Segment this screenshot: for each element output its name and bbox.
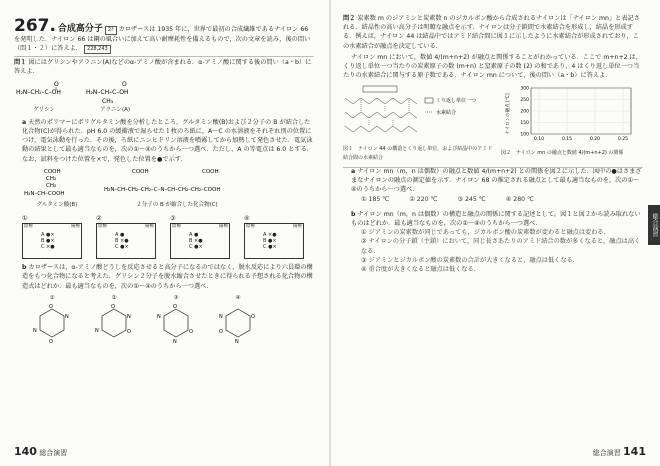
section-side-tab: 総合演習 bbox=[648, 205, 660, 245]
svg-text:O: O bbox=[219, 329, 223, 336]
nylon-structure-diagram bbox=[343, 84, 493, 140]
question-2b bbox=[343, 210, 643, 228]
question-1a bbox=[14, 118, 314, 164]
gel-spots: A ● B ×● C ●× bbox=[115, 232, 129, 251]
question-2a bbox=[343, 167, 643, 195]
q1-label: 問１ bbox=[14, 59, 27, 67]
svg-text:H₂N–CH–CH₂–CH₂–C–N–CH–CH₂–CH₂–: H₂N–CH–CH₂–CH₂–C–N–CH–CH₂–CH₂–COOH bbox=[104, 186, 221, 193]
svg-text:COOH: COOH bbox=[202, 168, 219, 175]
figures bbox=[343, 84, 643, 163]
svg-text:O: O bbox=[251, 314, 255, 321]
page-number-right: 141 bbox=[623, 445, 646, 458]
gel-spots: A ●× B ●× C ×● bbox=[41, 232, 55, 251]
left-footer bbox=[14, 445, 67, 458]
ring-structure-options bbox=[14, 294, 314, 343]
glutamic-formula-icon bbox=[22, 167, 92, 201]
gel-strip bbox=[96, 223, 156, 259]
svg-text:H₂N–CH₂–C–OH: H₂N–CH₂–C–OH bbox=[16, 88, 61, 96]
svg-text:O: O bbox=[49, 304, 53, 311]
svg-text:N: N bbox=[157, 314, 161, 321]
svg-text:N: N bbox=[219, 314, 223, 321]
alanine-formula-icon bbox=[84, 80, 146, 106]
problem-intro: カロザースは 1935 年に，世界で最初の合成繊維であるナイロン 66 を発明した．ナイロン 66 は鋼の風合いに加えて高い耐摩耗性を備えるもので，次の文章を読み，後の問い（問１・２）に答えよ． bbox=[14, 26, 311, 53]
q2a-choice-2: ② 220 ℃ bbox=[409, 195, 438, 203]
svg-text:CH₂: CH₂ bbox=[46, 182, 57, 189]
fig2-caption: 図２ ナイロン mn の融点と数値 4/(m+n+2) の関係 bbox=[501, 149, 624, 156]
q2b-choice-4: ④ 重合度が大きくなると融点は低くなる． bbox=[361, 266, 480, 274]
svg-text:O: O bbox=[189, 329, 193, 336]
question-1 bbox=[14, 58, 314, 76]
cathode-label: 陰極 bbox=[24, 224, 33, 230]
y-tick-label: 250 bbox=[520, 98, 529, 104]
ring-structure-icon bbox=[94, 303, 134, 343]
ring-structure-icon bbox=[218, 303, 258, 343]
amino-acid-structures bbox=[14, 80, 314, 115]
q2b-choice-1: ① ジアミンの炭素数が同じであっても，ジカルボン酸の炭素数が変わると融点は変わる． bbox=[361, 229, 610, 237]
gel-option-3 bbox=[170, 214, 230, 259]
left-page bbox=[0, 0, 329, 466]
gel-option-3-label: ③ bbox=[170, 215, 176, 223]
right-column bbox=[343, 14, 643, 274]
svg-text:N: N bbox=[127, 314, 131, 321]
x-tick-label: 0.20 bbox=[589, 137, 601, 143]
svg-text:COOH: COOH bbox=[132, 168, 149, 175]
problem-number: 267. bbox=[14, 16, 56, 36]
divider bbox=[14, 56, 314, 57]
gel-spots: A ● B ×● C ●× bbox=[189, 232, 203, 251]
gel-strip bbox=[170, 223, 230, 259]
gel-option-2 bbox=[96, 214, 156, 259]
x-tick-label: 0.25 bbox=[617, 137, 629, 143]
y-tick-label: 150 bbox=[520, 121, 529, 127]
svg-text:N: N bbox=[33, 328, 37, 335]
svg-text:H₂N–CH–C–OH: H₂N–CH–C–OH bbox=[86, 88, 129, 96]
ring-option-4 bbox=[218, 294, 258, 343]
ring-option-4-label: ④ bbox=[235, 294, 241, 301]
svg-text:O: O bbox=[111, 304, 115, 311]
right-page bbox=[331, 0, 660, 466]
divider bbox=[343, 167, 643, 168]
svg-text:N: N bbox=[95, 328, 99, 335]
ring-structure-icon bbox=[32, 303, 72, 343]
svg-text:O: O bbox=[122, 80, 127, 88]
svg-text:CH₂: CH₂ bbox=[46, 175, 57, 182]
y-axis-label: ナイロンの融点 [℃] bbox=[506, 93, 511, 136]
q2a-text: ナイロン mn（m，n は偶数）の融点と数値 4/(m+n+2) との関係を図２に示した．図中の●はさまざまなナイロンの融点の測定値を示す．ナイロン 68 の推定される融点として最も適当なものを，次の①〜④のうちから一つ選べ． bbox=[351, 168, 642, 194]
gel-option-1 bbox=[22, 214, 82, 259]
glycine-structure bbox=[14, 80, 74, 115]
footer-section-right: 総合演習 bbox=[592, 449, 621, 457]
anode-label: 陽極 bbox=[219, 224, 228, 230]
svg-text:N: N bbox=[173, 339, 177, 344]
q2b-choice-3: ③ ジアミンとジカルボン酸の炭素数の合計が大きくなると，融点は低くなる． bbox=[361, 256, 579, 264]
anode-label: 陽極 bbox=[293, 224, 302, 230]
ring-option-3-label: ③ bbox=[173, 294, 179, 301]
svg-text:N: N bbox=[235, 339, 239, 344]
svg-text:H₂N–CH–COOH: H₂N–CH–COOH bbox=[24, 190, 65, 197]
ring-option-2 bbox=[94, 294, 134, 343]
gel-strip bbox=[244, 223, 304, 259]
q2a-choice-4: ④ 280 ℃ bbox=[505, 195, 534, 203]
melting-point-chart bbox=[501, 84, 641, 144]
glutamic-structure bbox=[22, 167, 92, 210]
ring-option-2-label: ② bbox=[111, 294, 117, 301]
svg-text:O: O bbox=[49, 339, 53, 344]
glycine-name: グリシン bbox=[33, 106, 55, 113]
fig1-legend-hbond: 水素結合 bbox=[436, 110, 457, 117]
q1-text: 図にはグリシンやアラニン(A)などのα-アミノ酸が含まれる．α-アミノ酸に関する後の問い（a・b）に答えよ． bbox=[14, 59, 312, 76]
svg-text:O: O bbox=[54, 80, 59, 88]
y-tick-label: 200 bbox=[520, 109, 529, 115]
ring-structure-icon bbox=[156, 303, 196, 343]
svg-text:O: O bbox=[173, 304, 177, 311]
q2b-choices bbox=[343, 228, 643, 274]
glutamic-structures bbox=[14, 167, 314, 210]
ring-option-3 bbox=[156, 294, 196, 343]
svg-text:CH₃: CH₃ bbox=[102, 97, 114, 105]
q2-label: 問２ bbox=[343, 15, 356, 22]
y-tick-label: 100 bbox=[520, 132, 529, 138]
q2-para2: ナイロン mn において，数値 4/(m+n+2) が融点と関係することがわかっている．ここで m+n+2 は，くり返し単位一つ当たりの炭素原子の数 (m+n) と窒素原子の数 (2) の和であり，4 はくり返し単位一つ当たりの水素結合に関与する原子数である．ナイロン mn について，後の問い（a・b）に答えよ． bbox=[343, 53, 642, 80]
q2a-choices bbox=[343, 195, 643, 204]
q2b-text: ナイロン mn（m，n は偶数）の構造と融点の関係に関する記述として，図１と図２から読み取れないものはどれか．最も適当なものを，次の①〜④のうちから一つ選べ． bbox=[351, 210, 641, 228]
alanine-name: アラニン(A) bbox=[99, 106, 131, 113]
question-2-para bbox=[343, 53, 643, 81]
svg-text:COOH: COOH bbox=[44, 168, 61, 175]
anode-label: 陽極 bbox=[71, 224, 80, 230]
peptide-structure bbox=[102, 167, 252, 210]
glutamic-name: グルタミン酸(B) bbox=[36, 201, 78, 208]
electrophoresis-options bbox=[14, 214, 314, 259]
question-1b bbox=[14, 263, 314, 291]
x-tick-label: 0.15 bbox=[561, 137, 573, 143]
q1b-text: カロザースは，α-アミノ酸どうしを反応させると高分子になるのではなく，脱水反応により六員環の構造をもつ化合物になると考えた．グリシン２分子を脱水縮合させたときに得られる予想される化合物の構造式はどれか．最も適当なものを，次の①〜④のうちから一つ選べ． bbox=[22, 264, 313, 290]
gel-option-4-label: ④ bbox=[244, 215, 250, 223]
gel-option-2-label: ② bbox=[96, 215, 102, 223]
gel-strip bbox=[22, 223, 82, 259]
question-2 bbox=[343, 14, 643, 51]
peptide-formula-icon bbox=[102, 167, 252, 201]
svg-text:O: O bbox=[127, 329, 131, 336]
gel-option-4 bbox=[244, 214, 304, 259]
gel-spots: A ×● B ●× C ●× bbox=[263, 232, 277, 251]
figure-1 bbox=[343, 84, 493, 163]
problem-title: 合成高分子 bbox=[57, 24, 103, 34]
ring-option-1 bbox=[32, 294, 72, 343]
ring-option-1-label: ① bbox=[49, 294, 55, 301]
svg-text:N: N bbox=[65, 314, 69, 321]
fig1-caption: 図１ ナイロン 44 の構造とくり返し単位，および結晶中のアミド結合間の水素結合 bbox=[343, 145, 493, 161]
cathode-label: 陰極 bbox=[98, 224, 107, 230]
q2a-label: a bbox=[351, 168, 356, 176]
q2b-choice-2: ② ナイロンの分子鎖（主鎖）において，同じ長さあたりのアミド結合の数が多くなると，融点は高くなる． bbox=[361, 238, 641, 255]
peptide-name: ２分子の B が縮合した化合物(C) bbox=[136, 201, 218, 208]
q1a-text: 天然のポリマーにポリグルタミン酸を分析したところ，グルタミン酸(B)および２分子の B が結合した化合物(C)が得られた．pH 6.0 の緩衝液で湿らせた１枚のろ紙に，A〜C の水溶液をそれぞれ別の位置につけ，電気泳動を行った．その後，ろ紙にニンヒドリン溶液を噴霧してから加熱して発色させた．電気泳動の結果として最も適当なものを，次の①〜④のうちから一つ選べ．ただし，A の等電点は 6.0 とする．なお，試料をつけた位置を×で，発色した位置を●で示す． bbox=[22, 118, 313, 163]
q1a-label: a bbox=[22, 118, 27, 126]
q2a-choice-3: ③ 245 ℃ bbox=[457, 195, 486, 203]
fig1-legend-repeat: くり返し単位一つ bbox=[436, 98, 477, 105]
q2b-label: b bbox=[351, 210, 356, 218]
right-footer bbox=[593, 445, 646, 458]
q2a-choice-1: ① 185 ℃ bbox=[361, 195, 390, 203]
alanine-structure bbox=[84, 80, 146, 115]
cathode-label: 陰極 bbox=[172, 224, 181, 230]
gel-option-1-label: ① bbox=[22, 215, 28, 223]
glycine-formula-icon bbox=[14, 80, 74, 106]
q2-text: 炭素数 m のジアミンと炭素数 n のジカルボン酸から合成されるナイロンは「ナイロン mn」と表記される．結晶性の高い高分子は明瞭な融点を示す．ナイロンは分子鎖間で水素結合を形成し，結晶を形成する．例えば，ナイロン 44 は結晶中ではアミド結合間に図１に示したように水素結合が形成されており，この水素結合が融点を決定している． bbox=[343, 15, 640, 50]
y-tick-label: 300 bbox=[520, 86, 529, 92]
cathode-label: 陰極 bbox=[246, 224, 255, 230]
page-number-left: 140 bbox=[14, 445, 37, 458]
left-column bbox=[14, 16, 314, 346]
anode-label: 陽極 bbox=[145, 224, 154, 230]
problem-level: 2ﾁ bbox=[105, 26, 117, 35]
reference-tag: 228,243 bbox=[84, 45, 111, 54]
q1b-label: b bbox=[22, 264, 27, 272]
figure-2 bbox=[501, 84, 641, 163]
footer-section-left: 総合演習 bbox=[39, 449, 68, 457]
x-tick-label: 0.10 bbox=[533, 137, 545, 143]
problem-header bbox=[14, 16, 314, 54]
